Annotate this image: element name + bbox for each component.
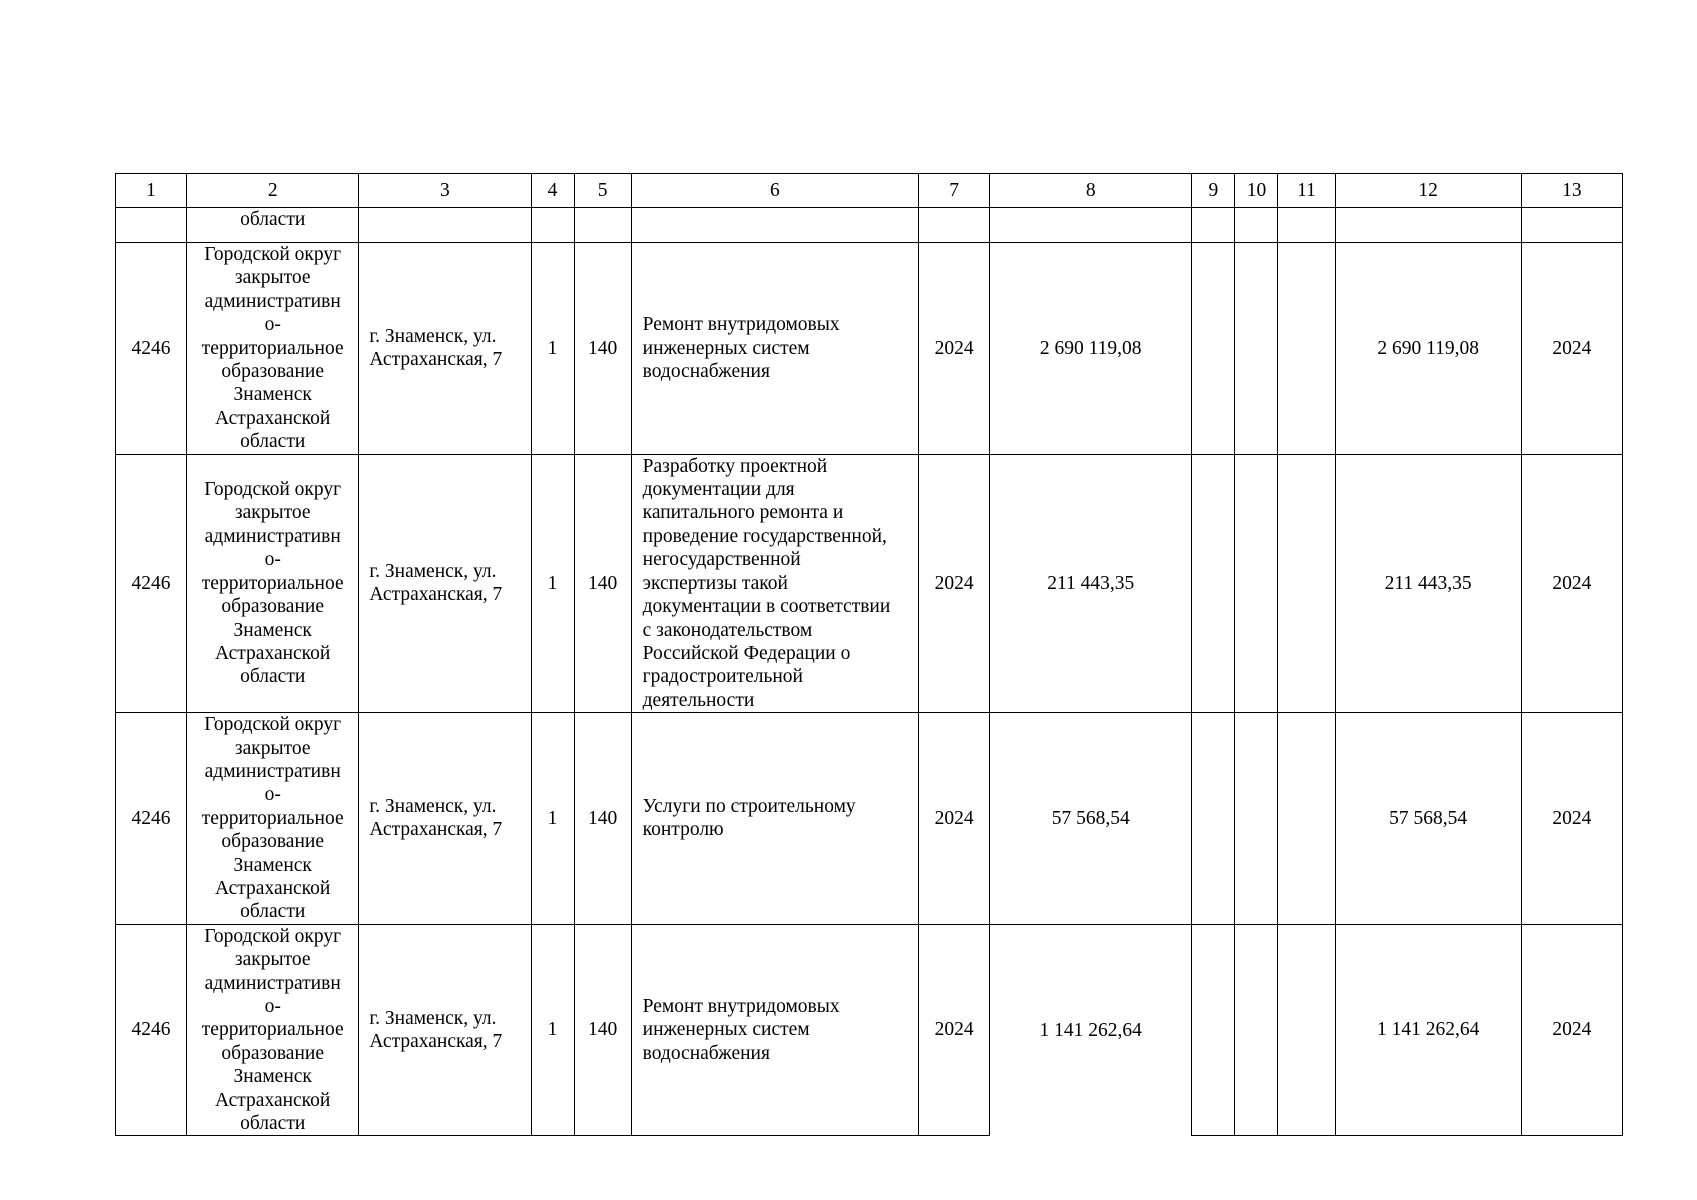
building-id-cell: 4246 xyxy=(116,713,187,925)
municipality-cell: Городской округ закрытое административн о- территориальное образование Знаменск Астраханской области xyxy=(187,713,359,925)
fund-cost-cell: 1 141 262,64 xyxy=(1335,924,1521,1136)
completion-year-cell: 2024 xyxy=(1521,713,1622,925)
table-cell xyxy=(631,208,918,243)
building-id-cell: 4246 xyxy=(116,454,187,712)
column-number: 2 xyxy=(187,174,359,208)
table-row xyxy=(116,243,1623,455)
column-number-row xyxy=(116,174,1623,208)
capital-repair-table xyxy=(115,173,1623,1136)
work-type-cell: Услуги по строительному контролю xyxy=(631,713,918,925)
column-number: 3 xyxy=(359,174,531,208)
work-type-cell: Разработку проектной документации для капитального ремонта и проведение государственной, негосударственной экспертизы такой документации в соответствии с законодательством Российской Федерации о градостроительной деятельности xyxy=(631,454,918,712)
col5-cell: 140 xyxy=(574,713,631,925)
col4-cell: 1 xyxy=(531,243,574,455)
table-row xyxy=(116,454,1623,712)
column-number: 1 xyxy=(116,174,187,208)
total-cost-cell: 211 443,35 xyxy=(990,454,1192,712)
column-number: 13 xyxy=(1521,174,1622,208)
work-type-cell: Ремонт внутридомовых инженерных систем водоснабжения xyxy=(631,924,918,1136)
column-number: 12 xyxy=(1335,174,1521,208)
col11-cell xyxy=(1278,924,1335,1136)
col5-cell: 140 xyxy=(574,243,631,455)
column-number: 10 xyxy=(1235,174,1278,208)
table-cell xyxy=(1521,208,1622,243)
table-cell xyxy=(1335,208,1521,243)
total-cost-cell: 57 568,54 xyxy=(990,713,1192,925)
work-type-cell: Ремонт внутридомовых инженерных систем водоснабжения xyxy=(631,243,918,455)
col9-cell xyxy=(1192,713,1235,925)
col11-cell xyxy=(1278,454,1335,712)
table-cell xyxy=(574,208,631,243)
continued-municipality-cell: области xyxy=(187,208,359,243)
col10-cell xyxy=(1235,713,1278,925)
col9-cell xyxy=(1192,924,1235,1136)
fund-cost-cell: 2 690 119,08 xyxy=(1335,243,1521,455)
continuation-row xyxy=(116,208,1623,243)
column-number: 4 xyxy=(531,174,574,208)
col9-cell xyxy=(1192,243,1235,455)
col4-cell: 1 xyxy=(531,713,574,925)
table-cell xyxy=(116,208,187,243)
completion-year-cell: 2024 xyxy=(1521,924,1622,1136)
column-number: 7 xyxy=(919,174,990,208)
table-cell xyxy=(1278,208,1335,243)
column-number: 5 xyxy=(574,174,631,208)
table-cell xyxy=(1192,208,1235,243)
col9-cell xyxy=(1192,454,1235,712)
year-cell: 2024 xyxy=(919,924,990,1136)
fund-cost-cell: 211 443,35 xyxy=(1335,454,1521,712)
table-row xyxy=(116,713,1623,925)
col10-cell xyxy=(1235,243,1278,455)
column-number: 6 xyxy=(631,174,918,208)
column-number: 11 xyxy=(1278,174,1335,208)
table-cell xyxy=(359,208,531,243)
address-cell: г. Знаменск, ул. Астраханская, 7 xyxy=(359,454,531,712)
table-cell xyxy=(1235,208,1278,243)
completion-year-cell: 2024 xyxy=(1521,454,1622,712)
col10-cell xyxy=(1235,924,1278,1136)
completion-year-cell: 2024 xyxy=(1521,243,1622,455)
municipality-cell: Городской округ закрытое административн о- территориальное образование Знаменск Астраханской области xyxy=(187,924,359,1136)
table-row xyxy=(116,924,1623,1136)
column-number: 8 xyxy=(990,174,1192,208)
address-cell: г. Знаменск, ул. Астраханская, 7 xyxy=(359,924,531,1136)
col10-cell xyxy=(1235,454,1278,712)
year-cell: 2024 xyxy=(919,454,990,712)
col11-cell xyxy=(1278,713,1335,925)
col11-cell xyxy=(1278,243,1335,455)
table-cell xyxy=(990,208,1192,243)
fund-cost-cell: 57 568,54 xyxy=(1335,713,1521,925)
municipality-cell: Городской округ закрытое административн о- территориальное образование Знаменск Астраханской области xyxy=(187,454,359,712)
building-id-cell: 4246 xyxy=(116,243,187,455)
col5-cell: 140 xyxy=(574,454,631,712)
col4-cell: 1 xyxy=(531,924,574,1136)
table-cell xyxy=(531,208,574,243)
year-cell: 2024 xyxy=(919,243,990,455)
table-cell xyxy=(919,208,990,243)
address-cell: г. Знаменск, ул. Астраханская, 7 xyxy=(359,243,531,455)
year-cell: 2024 xyxy=(919,713,990,925)
building-id-cell: 4246 xyxy=(116,924,187,1136)
total-cost-cell: 1 141 262,64 xyxy=(990,924,1192,1136)
col5-cell: 140 xyxy=(574,924,631,1136)
col4-cell: 1 xyxy=(531,454,574,712)
total-cost-cell: 2 690 119,08 xyxy=(990,243,1192,455)
municipality-cell: Городской округ закрытое административн о- территориальное образование Знаменск Астраханской области xyxy=(187,243,359,455)
column-number: 9 xyxy=(1192,174,1235,208)
address-cell: г. Знаменск, ул. Астраханская, 7 xyxy=(359,713,531,925)
